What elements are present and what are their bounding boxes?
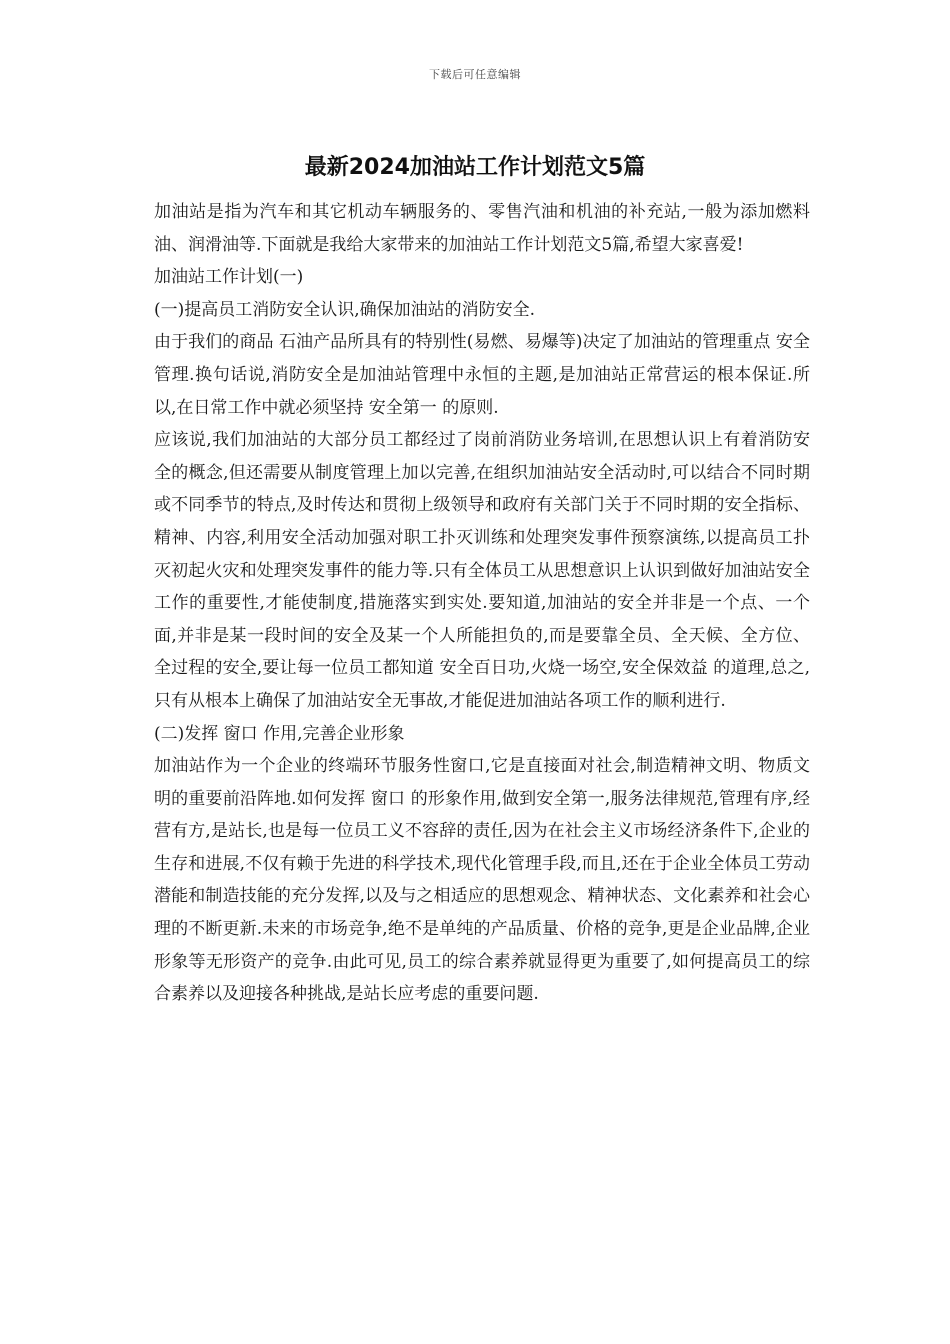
body-paragraph: 由于我们的商品 石油产品所具有的特别性(易燃、易爆等)决定了加油站的管理重点 安全管理.换句话说,消防安全是加油站管理中永恒的主题,是加油站正常营运的根本保证.所以,在日常工作中就必须坚持 安全第一 的原则. <box>154 332 810 418</box>
page-header-note: 下载后可任意编辑 <box>429 68 521 81</box>
body-paragraph: 加油站作为一个企业的终端环节服务性窗口,它是直接面对社会,制造精神文明、物质文明的重要前沿阵地.如何发挥 窗口 的形象作用,做到安全第一,服务法律规范,管理有序,经营有方,是站长,也是每一位员工义不容辞的责任,因为在社会主义市场经济条件下,企业的生存和进展,不仅有赖于先进的科学技术,现代化管理手段,而且,还在于企业全体员工劳动潜能和制造技能的充分发挥,以及与之相适应的思想观念、精神状态、文化素养和社会心理的不断更新.未来的市场竞争,绝不是单纯的产品质量、价格的竞争,更是企业品牌,企业形象等无形资产的竞争.由此可见,员工的综合素养就显得更为重要了,如何提高员工的综合素养以及迎接各种挑战,是站长应考虑的重要问题. <box>154 756 810 1005</box>
document-body <box>146 196 810 1011</box>
subheading-window-role: (二)发挥 窗口 作用,完善企业形象 <box>154 723 405 744</box>
document-title: 最新2024加油站工作计划范文5篇 <box>304 155 646 180</box>
body-paragraph: 应该说,我们加油站的大部分员工都经过了岗前消防业务培训,在思想认识上有着消防安全的概念,但还需要从制度管理上加以完善,在组织加油站安全活动时,可以结合不同时期或不同季节的特点,及时传达和贯彻上级领导和政府有关部门关于不同时期的安全指标、精神、内容,利用安全活动加强对职工扑灭训练和处理突发事件预察演练,以提高员工扑灭初起火灾和处理突发事件的能力等.只有全体员工从思想意识上认识到做好加油站安全工作的重要性,才能使制度,措施落实到实处.要知道,加油站的安全并非是一个点、一个面,并非是某一段时间的安全及某一个人所能担负的,而是要靠全员、全天候、全方位、全过程的安全,要让每一位员工都知道 安全百日功,火烧一场空,安全保效益 的道理,总之,只有从根本上确保了加油站安全无事故,才能促进加油站各项工作的顺利进行. <box>154 430 810 711</box>
intro-paragraph: 加油站是指为汽车和其它机动车辆服务的、零售汽油和机油的补充站,一般为添加燃料油、润滑油等.下面就是我给大家带来的加油站工作计划范文5篇,希望大家喜爱! <box>154 202 810 255</box>
section-heading-plan-one: 加油站工作计划(一) <box>154 267 304 288</box>
subheading-fire-safety: (一)提高员工消防安全认识,确保加油站的消防安全. <box>154 299 536 320</box>
